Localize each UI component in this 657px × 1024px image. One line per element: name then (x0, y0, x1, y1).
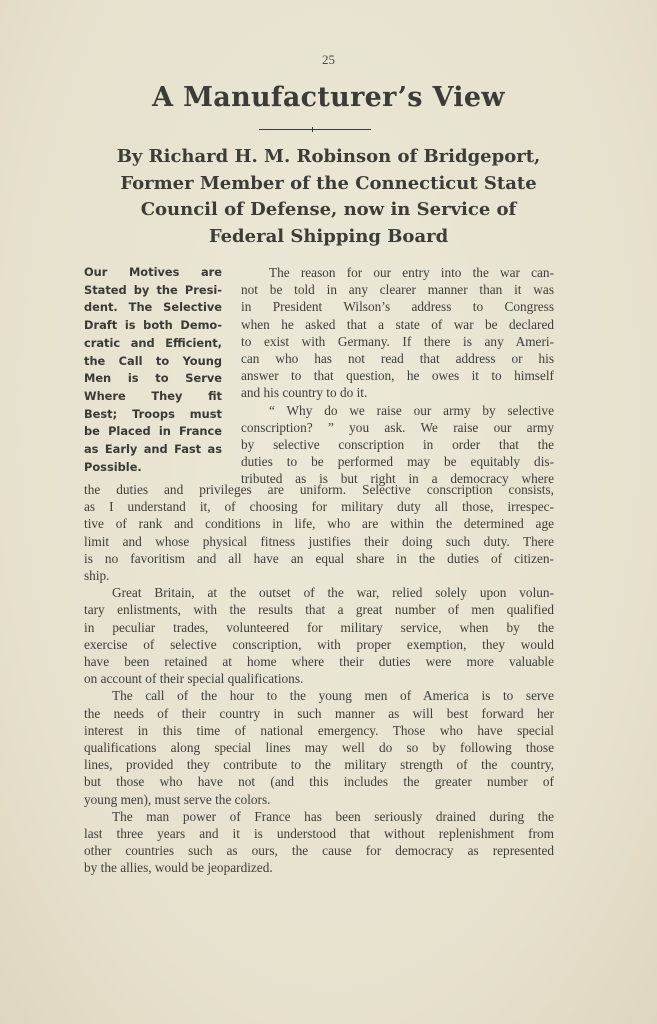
byline-line: By Richard H. M. Robinson of Bridgeport, (116, 146, 541, 167)
body-line: to exist with Germany. If there is any Ameri- (241, 333, 554, 349)
body-line: when he asked that a state of war be declared (241, 316, 554, 332)
body-line: but those who have not (and this includes the greater number of (84, 774, 554, 790)
body-line: on account of their special qualifications. (84, 671, 304, 687)
body-line: as I understand it, of choosing for military duty all those, irrespec- (84, 499, 554, 515)
sidebar-line: Where They fit (84, 388, 222, 403)
sidebar-line: cratic and Efficient, (84, 335, 222, 350)
body-line: in President Wilson’s address to Congress (241, 299, 554, 315)
body-line: is no favoritism and all have an equal share in the duties of citizen- (84, 550, 554, 566)
body-line: other countries such as ours, the cause for democracy as represented (84, 843, 554, 859)
body-line: the duties and privileges are uniform. Selective conscription consists, (84, 482, 554, 497)
body-line: last three years and it is understood that without replenishment from (84, 826, 554, 842)
sidebar-line: as Early and Fast as (84, 442, 222, 457)
sidebar-line: the Call to Young (84, 353, 222, 368)
body-column-right (241, 264, 554, 488)
sidebar-line: be Placed in France (84, 424, 222, 439)
body-line: limit and whose physical fitness justifies their doing such duty. There (84, 533, 554, 549)
body-line: The call of the hour to the young men of America is to serve (112, 688, 554, 704)
body-line: young men), must serve the colors. (84, 791, 271, 807)
body-line: the needs of their country in such manner as will best forward her (84, 705, 554, 721)
body-line: exercise of selective conscription, with proper exemption, they would (84, 636, 554, 652)
body-line: “ Why do we raise our army by selective (269, 402, 554, 418)
sidebar-summary (84, 264, 222, 476)
sidebar-line: Draft is both Demo- (84, 318, 222, 333)
body-line: conscription? ” you ask. We raise our army (241, 419, 554, 435)
body-line: and his country to do it. (241, 385, 368, 401)
sidebar-line: Best; Troops must (84, 406, 222, 421)
body-line: can who has not read that address or his (241, 351, 554, 367)
byline-line: Council of Defense, now in Service of (140, 199, 517, 220)
body-line: by the allies, would be jeopardized. (84, 860, 273, 876)
body-line: tributed as is but right in a democracy where (241, 471, 554, 487)
body-line: ship. (84, 568, 110, 584)
body-line: lines, provided they contribute to the military strength of the country, (84, 757, 554, 773)
body-line: not be told in any clearer manner than it was (241, 282, 554, 298)
body-line: The man power of France has been seriously drained during the (112, 808, 554, 824)
article-title: A Manufacturer’s View (152, 82, 505, 113)
byline-line: Former Member of the Connecticut State (120, 172, 537, 194)
body-line: answer to that question, he owes it to himself (241, 368, 554, 384)
body-line: in peculiar trades, volunteered for military service, when by the (84, 619, 554, 635)
body-line: Great Britain, at the outset of the war, relied solely upon volun- (112, 585, 554, 601)
sidebar-line: dent. The Selective (84, 300, 222, 315)
body-line: The reason for our entry into the war can- (269, 265, 554, 280)
byline (60, 144, 597, 250)
page-number: 25 (322, 52, 335, 67)
sidebar-line: Men is to Serve (84, 371, 222, 386)
sidebar-line: Possible. (84, 459, 142, 474)
sidebar-line: Stated by the Presi- (84, 282, 222, 297)
sidebar-line: Our Motives are (84, 265, 222, 279)
body-full-width (84, 481, 554, 877)
title-divider (259, 129, 371, 130)
body-line: qualifications along special lines may well do so by following those (84, 740, 554, 756)
body-line: have been retained at home where their duties were more valuable (84, 654, 554, 670)
body-line: duties to be performed may be equitably dis- (241, 454, 554, 470)
byline-line: Federal Shipping Board (208, 225, 449, 247)
body-line: by selective conscription in order that the (241, 437, 554, 453)
body-line: tive of rank and conditions in life, who are within the determined age (84, 516, 554, 532)
body-line: interest in this time of national emergency. Those who have special (84, 722, 554, 738)
body-line: tary enlistments, with the results that a great number of men qualified (84, 602, 554, 618)
